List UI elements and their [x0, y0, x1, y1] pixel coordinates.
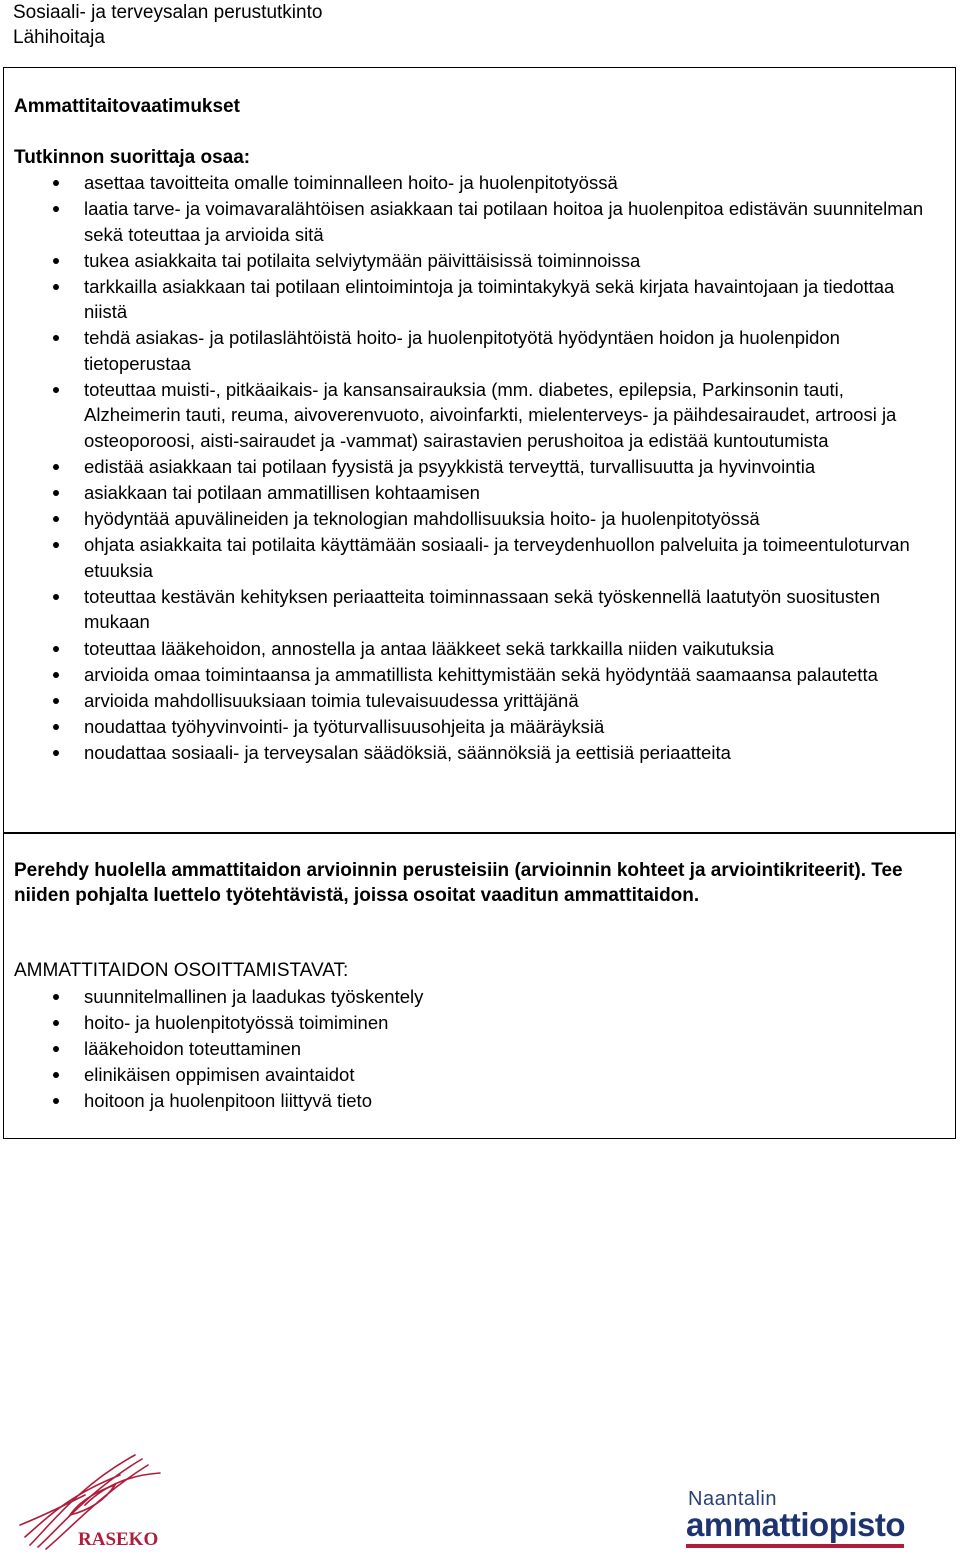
- list-item: noudattaa työhyvinvointi- ja työturvallisuusohjeita ja määräyksiä: [4, 714, 944, 740]
- list-item: toteuttaa lääkehoidon, annostella ja antaa lääkkeet sekä tarkkailla niiden vaikutuksia: [4, 636, 944, 662]
- list-item: lääkehoidon toteuttaminen: [4, 1036, 944, 1062]
- list-item: toteuttaa kestävän kehityksen periaatteita toiminnassaan sekä työskennellä laatutyön suositusten mukaan: [4, 584, 944, 635]
- demonstration-methods-title: AMMATTITAIDON OSOITTAMISTAVAT:: [14, 960, 349, 981]
- list-item: ohjata asiakkaita tai potilaita käyttämään sosiaali- ja terveydenhuollon palveluita ja toimeentuloturvan etuuksia: [4, 532, 944, 583]
- list-item: suunnitelmallinen ja laadukas työskentely: [4, 984, 944, 1010]
- document-header: [13, 0, 322, 50]
- raseko-logo: [10, 1445, 190, 1555]
- list-item: tarkkailla asiakkaan tai potilaan elintoimintoja ja toimintakykyä sekä kirjata havaintojaan ja tiedottaa niistä: [4, 274, 944, 325]
- naantali-wordmark-top: Naantalin: [688, 1488, 778, 1510]
- demonstration-box: [3, 832, 956, 1139]
- naantali-logo: [686, 1488, 911, 1550]
- raseko-wordmark: RASEKO: [78, 1529, 159, 1550]
- list-item: tukea asiakkaita tai potilaita selviytymään päivittäisissä toiminnoissa: [4, 248, 944, 274]
- occupation-title: Lähihoitaja: [13, 27, 105, 48]
- list-item: toteuttaa muisti-, pitkäaikais- ja kansansairauksia (mm. diabetes, epilepsia, Parkinsonin tauti, Alzheimerin tauti, reuma, aivoverenvuoto, aivoinfarkti, mielenterveys- ja päihdesairaudet, artroosi ja osteoporoosi, aisti-sairaudet ja -vammat) sairastavien perushoitoa ja edistää kuntoutumista: [4, 377, 944, 454]
- list-item: elinikäisen oppimisen avaintaidot: [4, 1062, 944, 1088]
- list-item: hoito- ja huolenpitotyössä toimiminen: [4, 1010, 944, 1036]
- list-item: asiakkaan tai potilaan ammatillisen kohtaamisen: [4, 480, 944, 506]
- list-item: laatia tarve- ja voimavaralähtöisen asiakkaan tai potilaan hoitoa ja huolenpitoa edistävän suunnitelman sekä toteuttaa ja arvioida sitä: [4, 196, 944, 247]
- list-item: arvioida mahdollisuuksiaan toimia tulevaisuudessa yrittäjänä: [4, 688, 944, 714]
- list-item: edistää asiakkaan tai potilaan fyysistä ja psyykkistä terveyttä, turvallisuutta ja hyvinvointia: [4, 454, 944, 480]
- requirements-list: [4, 170, 944, 766]
- degree-title: Sosiaali- ja terveysalan perustutkinto: [13, 2, 323, 23]
- list-item: asettaa tavoitteita omalle toiminnalleen hoito- ja huolenpitotyössä: [4, 170, 944, 196]
- requirements-subtitle: Tutkinnon suorittaja osaa:: [14, 147, 251, 168]
- requirements-title: Ammattitaitovaatimukset: [14, 96, 240, 117]
- naantali-underline: [686, 1544, 904, 1548]
- list-item: hyödyntää apuvälineiden ja teknologian mahdollisuuksia hoito- ja huolenpitotyössä: [4, 506, 944, 532]
- requirements-box: [3, 67, 956, 834]
- raseko-emblem-icon: [10, 1445, 190, 1555]
- list-item: tehdä asiakas- ja potilaslähtöistä hoito- ja huolenpitotyötä hyödyntäen hoidon ja huolenpidon tietoperustaa: [4, 325, 944, 376]
- list-item: arvioida omaa toimintaansa ja ammatillista kehittymistään sekä hyödyntää saamaansa palautetta: [4, 662, 944, 688]
- demonstration-methods-list: [4, 984, 944, 1114]
- list-item: noudattaa sosiaali- ja terveysalan säädöksiä, säännöksiä ja eettisiä periaatteita: [4, 740, 944, 766]
- naantali-wordmark-bottom: ammattiopisto: [686, 1506, 906, 1543]
- demonstration-instructions: Perehdy huolella ammattitaidon arvioinnin perusteisiin (arvioinnin kohteet ja arviointikriteerit). Tee niiden pohjalta luettelo työtehtävistä, joissa osoitat vaaditun ammattitaidon.: [14, 860, 903, 906]
- list-item: hoitoon ja huolenpitoon liittyvä tieto: [4, 1088, 944, 1114]
